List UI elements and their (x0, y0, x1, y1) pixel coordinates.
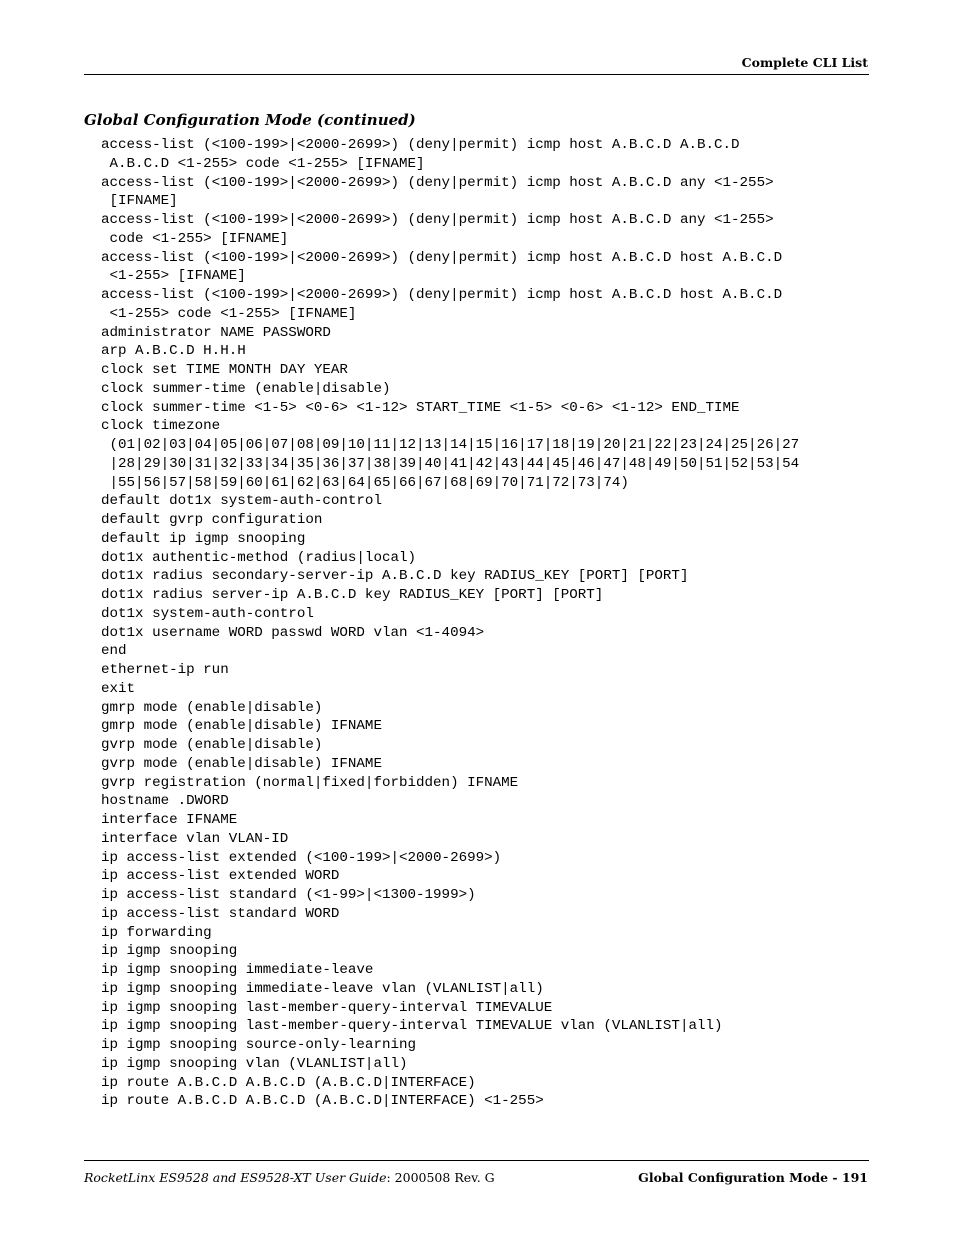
cli-line: gvrp mode (enable|disable) IFNAME (101, 755, 382, 772)
cli-line: gmrp mode (enable|disable) (101, 699, 323, 716)
cli-line: code <1-255> [IFNAME] (101, 230, 289, 247)
cli-line: A.B.C.D <1-255> code <1-255> [IFNAME] (101, 155, 425, 172)
cli-line: interface vlan VLAN-ID (101, 830, 289, 847)
cli-line: arp A.B.C.D H.H.H (101, 343, 246, 360)
footer-guide-title: RocketLinx ES9528 and ES9528-XT User Guide (84, 1170, 387, 1185)
cli-line: ip igmp snooping last-member-query-interval TIMEVALUE vlan (VLANLIST|all) (101, 1018, 723, 1035)
cli-line: dot1x radius secondary-server-ip A.B.C.D key RADIUS_KEY [PORT] [PORT] (101, 568, 689, 585)
footer-guide (84, 1170, 495, 1185)
cli-line: clock summer-time <1-5> <0-6> <1-12> START_TIME <1-5> <0-6> <1-12> END_TIME (101, 399, 740, 416)
cli-line: ip route A.B.C.D A.B.C.D (A.B.C.D|INTERFACE) (101, 1074, 476, 1091)
cli-line: ip forwarding (101, 924, 212, 941)
cli-line: ip igmp snooping immediate-leave (101, 962, 374, 978)
footer-rule (84, 1160, 869, 1161)
cli-line: dot1x system-auth-control (101, 605, 314, 622)
footer-doc-id: : 2000508 Rev. G (386, 1170, 495, 1185)
cli-line: hostname .DWORD (101, 793, 229, 810)
cli-line: <1-255> code <1-255> [IFNAME] (101, 305, 357, 322)
cli-line: ip access-list extended (<100-199>|<2000-2699>) (101, 849, 502, 866)
cli-line: default ip igmp snooping (101, 530, 306, 547)
cli-line: default dot1x system-auth-control (101, 493, 382, 510)
cli-line: interface IFNAME (101, 812, 238, 828)
cli-line: gvrp registration (normal|fixed|forbidden) IFNAME (101, 774, 519, 791)
header-rule (84, 74, 869, 75)
cli-line: access-list (<100-199>|<2000-2699>) (deny|permit) icmp host A.B.C.D A.B.C.D (101, 137, 740, 153)
cli-line: ip access-list standard WORD (101, 905, 340, 922)
cli-line: clock set TIME MONTH DAY YEAR (101, 362, 348, 378)
cli-line: administrator NAME PASSWORD (101, 324, 331, 341)
cli-line: access-list (<100-199>|<2000-2699>) (deny|permit) icmp host A.B.C.D any <1-255> (101, 174, 774, 191)
cli-line: dot1x username WORD passwd WORD vlan <1-4094> (101, 624, 485, 641)
cli-line: dot1x authentic-method (radius|local) (101, 549, 417, 566)
cli-line: ip route A.B.C.D A.B.C.D (A.B.C.D|INTERFACE) <1-255> (101, 1093, 544, 1110)
cli-line: access-list (<100-199>|<2000-2699>) (deny|permit) icmp host A.B.C.D any <1-255> (101, 212, 774, 228)
cli-line: dot1x radius server-ip A.B.C.D key RADIUS_KEY [PORT] [PORT] (101, 587, 604, 603)
cli-command-list (101, 136, 799, 1111)
cli-line: access-list (<100-199>|<2000-2699>) (deny|permit) icmp host A.B.C.D host A.B.C.D (101, 249, 783, 266)
cli-line: clock summer-time (enable|disable) (101, 380, 391, 397)
section-title: Global Configuration Mode (continued) (84, 111, 416, 129)
cli-line: end (101, 643, 127, 660)
cli-line: access-list (<100-199>|<2000-2699>) (deny|permit) icmp host A.B.C.D host A.B.C.D (101, 287, 783, 303)
cli-line: exit (101, 680, 136, 697)
cli-line: ip igmp snooping immediate-leave vlan (VLANLIST|all) (101, 980, 544, 997)
cli-line: ethernet-ip run (101, 662, 229, 678)
cli-line: ip access-list standard (<1-99>|<1300-1999>) (101, 887, 476, 903)
cli-line: ip access-list extended WORD (101, 868, 340, 885)
cli-line: gvrp mode (enable|disable) (101, 737, 323, 753)
running-header: Complete CLI List (741, 55, 868, 70)
cli-line: ip igmp snooping last-member-query-interval TIMEVALUE (101, 999, 553, 1016)
cli-line: |28|29|30|31|32|33|34|35|36|37|38|39|40|41|42|43|44|45|46|47|48|49|50|51|52|53|54 (101, 455, 800, 472)
cli-line: |55|56|57|58|59|60|61|62|63|64|65|66|67|68|69|70|71|72|73|74) (101, 474, 629, 491)
cli-line: default gvrp configuration (101, 512, 323, 528)
cli-line: gmrp mode (enable|disable) IFNAME (101, 718, 382, 735)
cli-line: ip igmp snooping (101, 943, 238, 960)
cli-line: ip igmp snooping source-only-learning (101, 1037, 417, 1053)
cli-line: clock timezone (101, 418, 221, 435)
cli-line: <1-255> [IFNAME] (101, 268, 246, 285)
cli-line: ip igmp snooping vlan (VLANLIST|all) (101, 1055, 408, 1072)
footer-page-label: Global Configuration Mode - 191 (638, 1170, 868, 1185)
cli-line: [IFNAME] (101, 193, 178, 210)
cli-line: (01|02|03|04|05|06|07|08|09|10|11|12|13|14|15|16|17|18|19|20|21|22|23|24|25|26|27 (101, 437, 800, 453)
